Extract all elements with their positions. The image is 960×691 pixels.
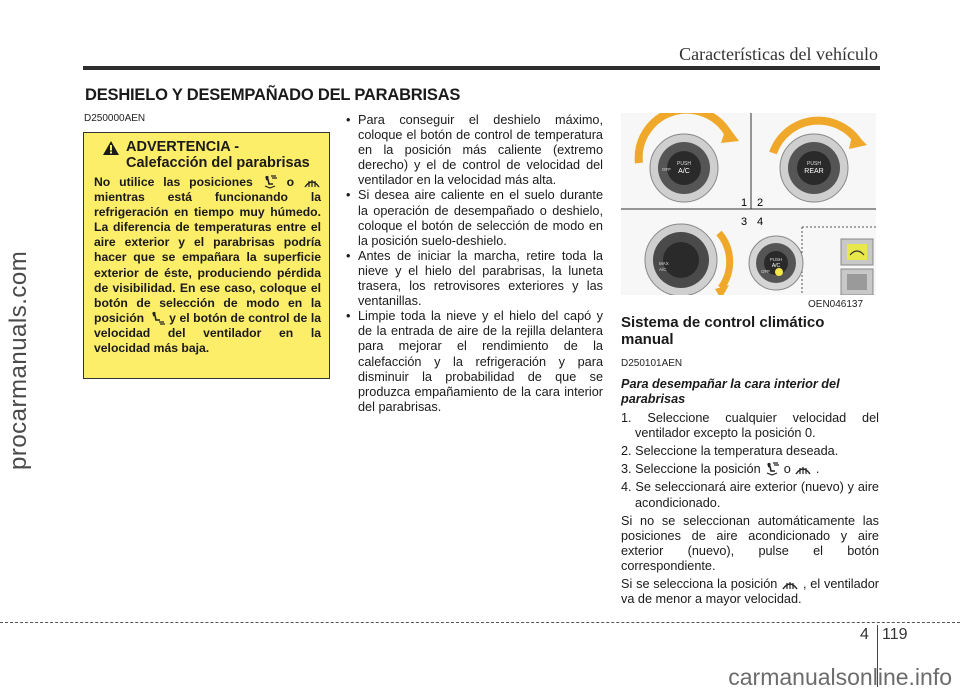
header-rule — [83, 66, 880, 70]
defrost-mode-icon — [794, 462, 812, 476]
page-number: 119 — [882, 626, 908, 643]
floor-defrost-mode-icon — [262, 175, 278, 189]
knob2-push-label: PUSH — [807, 161, 821, 167]
floor-defrost-mode-icon — [764, 462, 780, 476]
list-item: • Para conseguir el deshielo máximo, coloque el botón de control de temperatura en la posición más caliente (extremo derecho) y el de control de velocidad del ventilador en la velocidad más alta. — [344, 113, 603, 188]
climate-subtitle: Para desempañar la cara interior del parabrisas — [621, 377, 840, 407]
knob4-push-label: PUSH — [769, 257, 783, 262]
knob2-rear-label: REAR — [804, 168, 824, 175]
warning-subtitle: Calefacción del parabrisas — [126, 155, 310, 171]
warning-title: ADVERTENCIA - — [126, 139, 240, 155]
section-code: D250000AEN — [84, 113, 146, 124]
climate-control-figure — [621, 113, 876, 295]
knob1-off-label: OFF — [662, 167, 671, 172]
figure-code: OEN046137 — [808, 299, 864, 310]
warning-box — [83, 132, 330, 379]
list-item: 2. Seleccione la temperatura deseada. — [621, 444, 839, 459]
defrost-mode-icon — [303, 175, 321, 189]
defrost-mode-icon — [781, 577, 799, 591]
figure-label-3: 3 — [741, 216, 748, 228]
list-item: 1. Seleccione cualquier velocidad del ventilador excepto la posición 0. — [621, 411, 879, 441]
floor-mode-icon — [148, 311, 166, 325]
knob1-push-label: PUSH — [677, 161, 691, 167]
chapter-number: 4 — [860, 626, 869, 643]
knob3-ac-label: A/C — [659, 267, 667, 272]
side-watermark: procarmanuals.com — [5, 250, 32, 470]
knob3-max-label: MAX — [659, 261, 669, 266]
climate-section-title: Sistema de control climático manual — [621, 314, 825, 348]
footer-rule — [0, 622, 960, 623]
climate-knobs-illustration — [621, 113, 876, 295]
list-item: • Limpie toda la nieve y el hielo del capó y de la entrada de aire de la rejilla delantera para mejorar el rendimiento de la calefacción y la refrigeración y para disminuir la probabilidad de que se produzca empañamiento de la cara interior del parabrisas. — [344, 309, 603, 415]
warning-text: No utilice las posiciones o mientras está funcionando la refrigeración en tiempo muy húmedo. La diferencia de temperaturas entre el aire exterior y el parabrisas podría hacer que se empañara la superficie exterior de éste, produciendo pérdida de visibilidad. En ese caso, coloque el botón de selección de modo en la posición y el botón de control de la velocidad del ventilador en la velocidad más baja. — [94, 175, 321, 356]
list-item: 3. Seleccione la posición o . — [621, 462, 820, 477]
climate-paragraph: Si se selecciona la posición , el ventilador va de menor a mayor velocidad. — [621, 577, 880, 607]
list-item: • Antes de iniciar la marcha, retire toda la nieve y el hielo del parabrisas, la luneta trasera, los retrovisores exteriores y las ventanillas. — [344, 249, 603, 309]
climate-control-column — [621, 314, 879, 607]
defrost-tips-column — [344, 113, 603, 415]
figure-label-1: 1 — [741, 197, 748, 209]
figure-label-4: 4 — [757, 216, 764, 228]
climate-section-code: D250101AEN — [621, 358, 683, 369]
warning-triangle-icon — [102, 140, 120, 156]
running-header: Características del vehículo — [679, 44, 878, 64]
list-item: • Si desea aire caliente en el suelo durante la operación de desempañado o deshielo, coloque el botón de selección de modo en la posición suelo-deshielo. — [344, 188, 603, 248]
knob4-off-label: OFF — [761, 269, 770, 274]
figure-label-2: 2 — [757, 197, 764, 209]
climate-paragraph: Si no se seleccionan automáticamente las posiciones de aire acondicionado y aire exterior (nuevo), pulse el botón correspondiente. — [621, 513, 879, 573]
section-title: DESHIELO Y DESEMPAÑADO DEL PARABRISAS — [85, 86, 461, 104]
list-item: 4. Se seleccionará aire exterior (nuevo) y aire acondicionado. — [621, 480, 879, 510]
knob1-ac-label: A/C — [678, 168, 690, 175]
knob4-ac-label: A/C — [771, 263, 781, 269]
bottom-watermark: carmanualsonline.info — [728, 664, 952, 690]
